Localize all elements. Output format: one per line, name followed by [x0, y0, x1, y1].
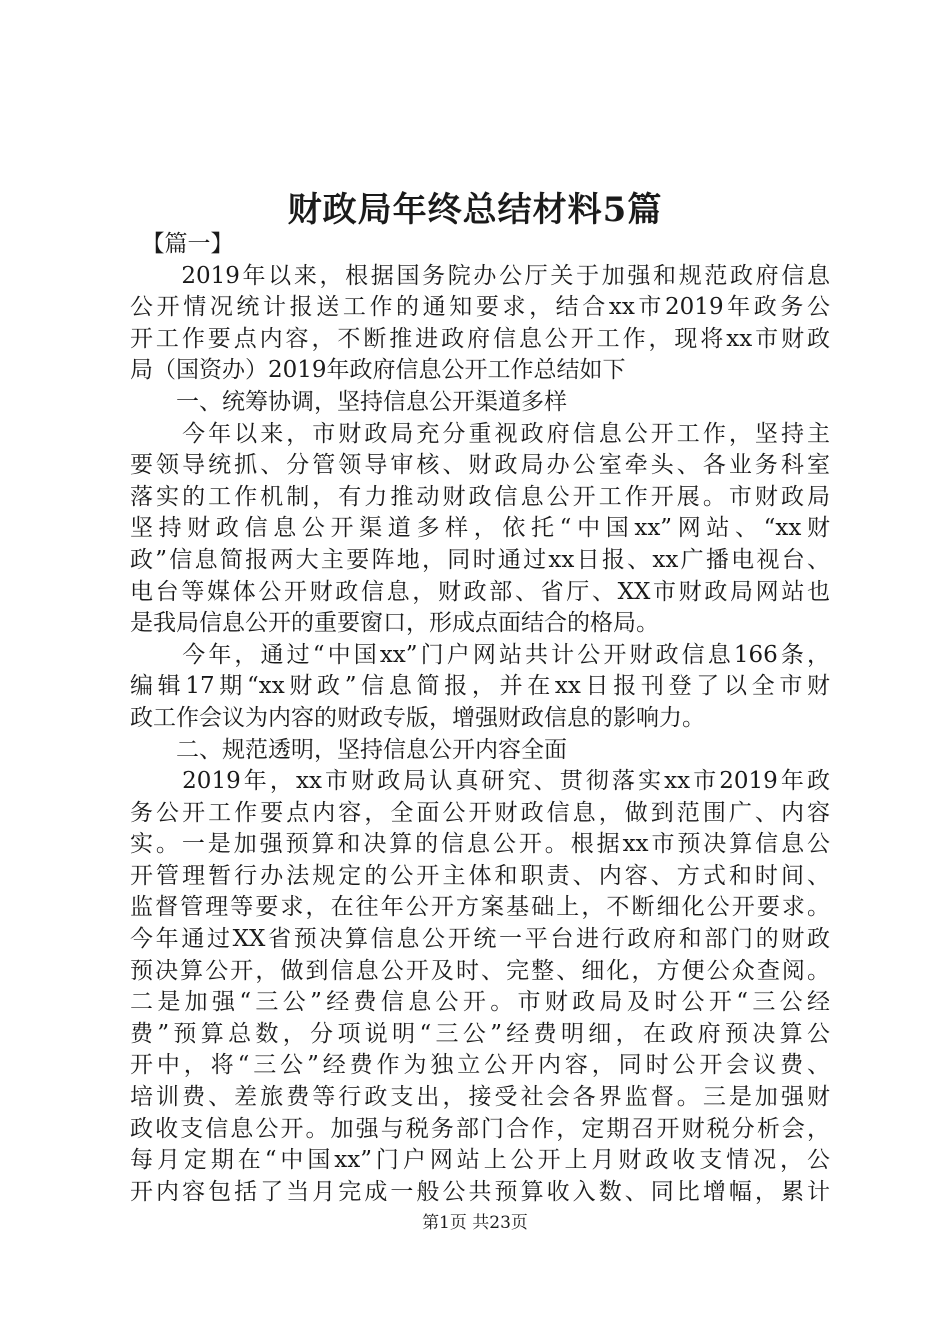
text-line: 电台等媒体公开财政信息，财政部、省厅、XX市财政局网站也	[130, 578, 830, 605]
text-line: 务公开工作要点内容，全面公开财政信息，做到范围广、内容	[130, 799, 830, 826]
text-line: 落实的工作机制，有力推动财政信息公开工作开展。市财政局	[130, 483, 830, 510]
text-line: 编辑17期“xx财政”信息简报，并在xx日报刊登了以全市财	[130, 673, 830, 700]
text-line: 2019年以来，根据国务院办公厅关于加强和规范政府信息	[130, 262, 830, 289]
text-line: 今年，通过“中国xx”门户网站共计公开财政信息166条，	[130, 641, 830, 668]
text-line: 二、规范透明，坚持信息公开内容全面	[130, 736, 567, 763]
text-line: 费”预算总数，分项说明“三公”经费明细，在政府预决算公	[130, 1020, 830, 1047]
text-line: 二是加强“三公”经费信息公开。市财政局及时公开“三公经	[130, 989, 830, 1016]
text-line: 每月定期在“中国xx”门户网站上公开上月财政收支情况，公	[130, 1147, 830, 1174]
text-line: 开内容包括了当月完成一般公共预算收入数、同比增幅，累计	[130, 1178, 830, 1205]
document-title: 财政局年终总结材料5篇	[287, 190, 663, 230]
text-line: 预决算公开，做到信息公开及时、完整、细化，方便公众查阅。	[130, 957, 830, 984]
text-line: 今年以来，市财政局充分重视政府信息公开工作，坚持主	[130, 420, 830, 447]
page-footer: 第1页 共23页	[422, 1213, 528, 1233]
text-line: 是我局信息公开的重要窗口，形成点面结合的格局。	[130, 610, 659, 637]
document-body	[130, 229, 830, 1208]
text-line: 要领导统抓、分管领导审核、财政局办公室牵头、各业务科室	[130, 452, 830, 479]
text-line: 一、统筹协调，坚持信息公开渠道多样	[130, 388, 567, 415]
text-line: 政工作会议为内容的财政专版，增强财政信息的影响力。	[130, 704, 705, 731]
text-line: 开工作要点内容，不断推进政府信息公开工作，现将xx市财政	[130, 325, 830, 352]
text-line: 【篇一】	[130, 231, 234, 257]
text-line: 开中，将“三公”经费作为独立公开内容，同时公开会议费、	[130, 1052, 830, 1079]
text-line: 监督管理等要求，在往年公开方案基础上，不断细化公开要求。	[130, 894, 830, 921]
text-line: 培训费、差旅费等行政支出，接受社会各界监督。三是加强财	[130, 1084, 830, 1111]
text-line: 2019年，xx市财政局认真研究、贯彻落实xx市2019年政	[130, 768, 830, 795]
text-line: 政收支信息公开。加强与税务部门合作，定期召开财税分析会，	[130, 1115, 830, 1142]
text-line: 局（国资办）2019年政府信息公开工作总结如下	[130, 357, 626, 384]
text-line: 公开情况统计报送工作的通知要求，结合xx市2019年政务公	[130, 294, 830, 321]
text-line: 今年通过XX省预决算信息公开统一平台进行政府和部门的财政	[130, 926, 830, 953]
text-line: 实。一是加强预算和决算的信息公开。根据xx市预决算信息公	[130, 831, 830, 858]
text-line: 坚持财政信息公开渠道多样，依托“中国xx”网站、“xx财	[130, 515, 830, 542]
text-line: 政”信息简报两大主要阵地，同时通过xx日报、xx广播电视台、	[130, 546, 830, 573]
text-line: 开管理暂行办法规定的公开主体和职责、内容、方式和时间、	[130, 862, 830, 889]
